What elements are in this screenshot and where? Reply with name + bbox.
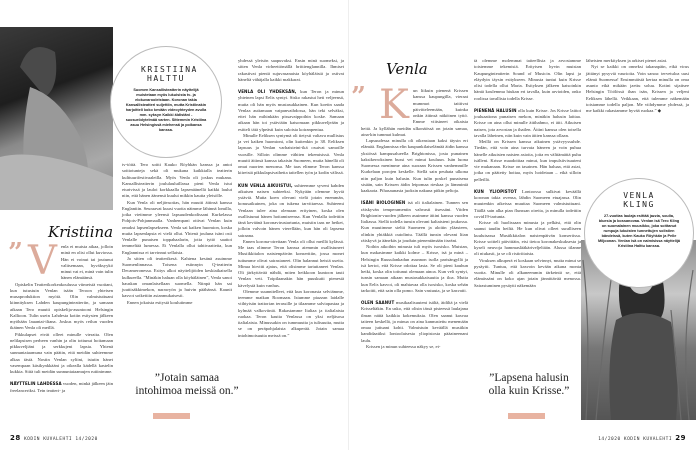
paragraph: Opiskelin Teatterikorkeakoulussa viimeistä vuottani, kun tutustuin Venlan isään Teroon yhteisen musaproduktion myötä. Olin valmistuttuani kiinnityksen Lahden kaupunginteatteriin, ja samaan aikaan Tero muutti opiskelija-asuntooni Helsingin Kallioon. Tulin usein Lahdesta kotiin esitysten jälkeen myöhään lauantai-iltana. Joskus myös reilun vuoden ikäinen Venla oli meillä. [10,281,113,331]
paragraph: Olemme suunnitelleet, että kun koronasta selviämme, teemme matkan Roomaan. Istumme piazzan laidalle viihtyisän trattorian terassille ja tilaamme salviapastaa ja kylmää valkoviiniä. Rakastamme Italiaa ja italialaista ruokaa. Teron kautta Venlassa on yksi neljäsosa italialaista. Minussakin on tummuutta ja tulisuutta, mutta se on peräpohjalaista alkuperää. Jotain samaa intohimoisuutta meissä on.” [238,288,344,338]
page-footer [10,434,98,442]
paragraph: Viruksen alkuperä ei koskaan selvinnyt, mutta minut se pysäytti. Tuntuu, että kasvoin kevään aikana monta vuotta. Minulle oli alkaneemmin tärkeintä se, että elämässäni on koko ajan jotain jännittävää menossa. Sairastuminen pysäytti näkemään [474,257,581,288]
paragraph: Pikkulapset eivät olleet minulle vieraita. Olen nelilapsisen perheen vanhin ja olin tottunut hoitamaan pikkuveljiäni ja serkkujeni lapsia. Yhtenä sunnuntaiaamuna vain päätin, että meidän suhteemme alkaa tästä. Nostin Venlan syliini, istutin hänet vasempaan käsikynkkääni ja oikealla kädellä kastelin kukkia. Siitä tuli meidän sunnuntaiaamujen rutiinimme. [10,331,113,374]
issue: 14/2020 [75,437,98,442]
column-1 [361,82,468,350]
accent-bar [508,413,545,419]
paragraph-text: suhteemme syveni kahden aikuisen naisen suhteeksi. Nykyään olemme hyviä ystäviä. Mutta koen olevani vielä jotain enemmän, bonusaikuinen, joka on tukena tarvittaessa. Suhteemi Venlaan tulee aina olemaan erityinen, koska olen osallistunut hänen hoitamiseensa. Kun Venlalla todettiin tänä keväänä koronavirustartunta, muistin taas ne hetket, jolloin valvoin hänen vierellään, kun hän oli lapsena sairaana. [238,182,344,238]
paragraph-text: musikaalisuuteni isältä, äidiltä ja vielä Krisseltäkin. En usko, että olisin tässä pisteessä laulajana ilman näitä kaikkia kokemuksia. Olen saanut kasvaa taiteen keskellä, ja minua on aina kannustettu menemään omaa juttuani kohti. Valmistuin keväällä musiikin kandidaatiksi Iontoolaisesta yliopistosta pääaineenani laulu. [361,300,468,343]
subhead: OLEN SAANUT [361,300,395,305]
drop-cap: V [28,238,57,284]
pull-quote: ”Jotain samaa intohimoa meissä on.” [135,372,239,397]
paragraph: tä olemme molemmat taiteellisia ja arvostamme toistemme tekemisiä. Erityisen hyvin muistan Kaupunginteatterin Sound of Musicin. Olin lapsi ja eläydyin täysin esitykseen. Minusta tuntui kuin Krisse olisi todella ollut Maria. Esityksen jälkeen katsoinkin häntä koulemma hiukan eri tavalla, kuin arvioiden, onko roolissa tavallista todella Krisse. [474,58,581,101]
issue: 14/2020 [598,437,621,442]
paragraph: Ja sitten oli teatterikesä. Kahtena kesänä asuimme Suomenlinnassa. Toisena esiinnyin Q-teatterin Decameronessa. Esitys alkoi näyttelijöiden keskiaikaisella kulkueella. ”Minäkin haluan olla köyhäläinen”, Venla sanoi hauskan omanlaisellaan suomella. Niinpä hän sai juuttisäkkimekon, narawyön ja huivin päähänsä. Kaunit kasvot sotkettiin asianmukaisesti. [122,255,232,299]
paragraph [238,183,344,239]
paragraph: un liikuin pienenä Krissen kanssa kaupungilla, vieraat mummot taittivat päivitteleemään, kuinka onkin äitinsä näköinen tyttö. Emme viitsineet oikaista heitä. Ja kyllähän meidän ulkonäössä on jotain samaa, aina-kin tummat kulmat. [361,88,468,137]
kristiina-photo [0,27,113,210]
paragraph: Krissen ja minun suhteessa näkyy se, et- [366,343,441,349]
paragraph [238,89,344,133]
column-3 [586,58,689,114]
quote-mark-icon: ” [351,82,366,112]
subhead: ISÄNI BIOLOGINEN [361,200,406,206]
paragraph: tv-töitä. Tero soitti Kauko Röyhkän kanssa ja antoi soittotunteja sekä oli mukana kaikkialla teatterin kulttuurifestivaaleilla. Myös Venla oli joskus mukana. Kansallisteatterin joululauluillassa pieni Venla istui eturivissä ja lauloi korkkaalla lapsenäänellä kaikki laulut niin, että hänen äänensä kuului mikkin kautta yleisölle. [122,162,232,199]
section-heading-kristiina: Kristiina [48,223,114,241]
paragraph: läheisten merkityksen ja arkiset pienet asiat. [586,58,668,63]
subhead: VENLA OLI YHDEKSÄN, [238,89,297,94]
paragraph-text: isä oli italialainen. Tunnen sen räiskyvän temperamentin vahvasti itsessäni. Viiden Brightonin-vuoden jälkeen asuimme äitini kanssa vuoden Italiassa. Siellä todella tunsin olevani kaltaisteni joukossa. Kun muutimme sieltä Suomeen ja aloitin yläasteen, olinkin yhtäkkiä outolintu. Täällä tunsin olevani liian räiskyvä ja äänekäs ja jouduin pienentämään itseäni. [361,200,468,243]
subhead: NÄYTTELIN LAHDESSA [10,381,62,387]
paragraph: Minulle Eeliksen syntymä oli tietysti valtava mullistus ja vei kaiken huomioni, olin kuitenkin jo 38. Eeliksen lapsuus ja Venlan varhaisteini-ikä osuivat samoille vuosille. Silloin olimme vähiten tekemisissä. Venla muutti äitinsä kanssa takaisin Suomeen, mutta hänellä oli omat nuorten menonsa. Me taas elimme Teron kanssa kiireistä pikkulapsivaihetta taitellen työn ja kodin välissä. [238,132,344,176]
subhead: KUN VENLA AIKUISTUI, [238,182,293,188]
paragraph-text: olla kuin Krisse. Jos Krisse laittoi jouluaattona punaisen mekon, minäkin halusin laittaa. Krisse on aina ollut minulle äitihahmo, ei äiti. Aikuisen naisen, jota arvostan ja ihailen. Äitini kanssa olen toisella tavalla läheinen, niin kuin vain äitien kanssa ollaan. [474,107,581,138]
column-2 [474,58,581,289]
paragraph: Nyt se kaikki on onneksi takanapäin, eikä virus jättänyt pysyviä vaurioita. Voin sanoa: tervetuloa uusi elämä Suomessa! Ensimmäistä kertaa minulla on oma asunto eikä mikään jaettu soluu. Kotini sijaitsee Helsingin Töölössä ihan isän, Krissen ja veljeni Eeliksen lähellä. Veikkaan, että tulemme näkemään toisiamme todella paljon. Me viihdymme yhdessä, ja me kaikki rakastamme hyvää ruokaa.” ◆ [586,64,689,113]
pull-quote: ”Lapsena halusin olla kuin Krisse.” [488,372,570,397]
bio-text: Suomen Kansallisteatterin näyttelijä muistetaan myös lukuisista tv- ja elokuvarooleistaan. Koronan takia Kansallisteatteri suljettiin, mutta Kristiinakin harjoitteli koko kevään videoyhteyden avulla mm. syksyn Kaikki äidistäni -suosurödytelmää varten. Sittemmin Kristiina asuu Helsingissä miehensä ja poikansa kanssa. [125,88,207,132]
drop-cap: K [379,82,409,128]
paragraph: enla ei muista aikaa, jolloin minä en olisi ollut kuviossa. Hän ei voinut tai joutunut valitsemaan, hyväksyykö minut vai ei, minä vain tulin hänen elämäänsä. [60,244,113,281]
magazine-name: KODIN KUVALEHTI [623,437,673,442]
bio-text: 27-vuotias laulaja esittää jazzia, soulia, bluesia ja bossanovaa. Venlan isä Tero Kling on suomalainen muusikko, joka soittanut rumpuja lukuisten tunnettujen solistien bändeissä, kuten Kauko Röyhkän ja Pelle Miljoonan. Venlan isä on naimisissa näyttelijä Kristiina Halttu kanssa. [597,214,681,248]
paragraph-text: kun Teron ja minun yhteinen lapsi Eelis syntyi. Sisko rakastui heti veljeensä, mutta oli hän myös mustasukkainen. Kun koetin saada Venlaa auttamaan vaipanvaihdossa, hän teki selväksi, ettei hän mihinkään pissavaippoihin koske. Samaan aikaan hän toi ystäviään katsomaan pikkuveljeään ja esitteli tätä ylpeästi kuin suloista koiranpentua. [238,89,344,132]
paragraph-text: Lontoossa sulkivat keväällä koronan takia ovensa, lähdin Suomeen etuajassa. Olin muutenkin aikeissa muuttaa Suomeen valmistuttuani. Täällä sain alka pian flunssan oireita, ja minulla todettiin covid19-tartunta. [474,188,581,219]
subhead: KUN YLIOPISTOT [474,188,517,194]
paragraph [10,381,113,394]
bio-circle-venla [584,178,694,288]
paragraph [474,108,581,139]
subhead: PIENENÄ HALUSIN [474,107,517,113]
paragraph: Lapsuudessa minulla oli oikeastaan kaksi täysin eri elämää. Englannissa elin kaupunkilaiselämää äidin kanssa yksiössä kampusalueella Brightonissa, josta punainen kaksikerroksinen bussi vei minut kouluun. Isän luona Suomessa menimme aina suoraan Krissen vanhemmille Kurkelaan porojen keskelle. Siellä sain peuhata ulkona niin paljon kuin halusin. Kun tulin poskel punaisena sisään, sain Krissen äidin leipomaa rieskaa ja lämmintä kaakaota. Pihasaunasta juoksin nakuna pitkin peltoja. [361,138,468,193]
page-footer [598,434,686,442]
paragraph: Meillä on Krissen kanssa aikuinen ystävyyssuhde. Tiedän, että voin aina turvata häneen ja voin puhua hänelle aikuisten naisten asioita, joita en välttämättä puhu isälleni. Krisse maadoittaa minut, kun impulsiivisuuteni vie mukanaan. Krisse on tasainen. Hän haluaa, että asiat, jotka on päätetty hoitaa, myös hoidetaan – eikä silloin pelleillä. [474,139,581,182]
magazine-name: KODIN KUVALEHTI [23,437,73,442]
paragraph-text: vuoden, minkä jälkeen jäin freelanceriksi. Tein teatteri- ja [10,381,113,393]
bio-title: KRISTIINA HALTTU [141,65,198,83]
paragraph: yhdessä yleisön saapuvaksi. Ensin minä suomeksi, ja sitten Venla virheettömällä brittienglannilla. Ihmiset rakastivat pientä sujuvasanaista köyhäläistä ja ostivat häneltä vähäjalla kaikki makkarat. [238,58,344,82]
paragraph [361,200,468,244]
accent-bar [153,413,190,419]
bio-title: VENLA KLING [623,191,655,209]
section-heading-venla: Venla [386,60,428,78]
bio-circle-kristiina [110,46,222,158]
paragraph [361,300,468,344]
column-2 [122,162,232,306]
right-page [348,0,696,450]
column-1 [10,238,113,394]
column-3 [238,58,344,339]
quote-mark-icon: ” [8,238,23,268]
page-number: 28 [10,434,21,442]
paragraph: Noihin aikoihin minusta tuli myös isosisko. Muistan, kun makasimme kaikki kolme – Krisse, isä ja minä – Helsingin Ruusulankadun asunnon isolla parisängyllä ja isä kertoi, että Krisse odottaa lasta. Se oli pieni kauhun hetki, koska olin tottunut olemaan ainoa. Kun veli syntyi, tunsin samaan aikaan mustasukkaisuutta ja iloa. Mutta kun Eelis kasvoi, oli mahtavaa olla isosisko, koska sehän tarkoitti, että sain olla pomo. Sain vastuuta, ja se kasvatti. [361,244,468,293]
paragraph [474,189,581,220]
page-number: 29 [675,434,686,442]
paragraph: Kun Venla oli neljävuotias, hän muutti äitinsä kanssa Englantiin. Seuraavat kuusi vuotta näimme lähinnä lomilla, jotka vietimme yleensä lapsuudenkodissani Kurkelassa Pohjois-Pohjanmaalla. Vanhempani ottivat Venlan kuin omaksi lapsenlapsekseen. Venla sai kaiken huomion, koska muita lapsenlapsia ei vielä ollut. Yhtenä jouluna isäni osti Venlalle punaisen toppahaalarin, jotta tyttö saattoi temmeltää lumessa. Ei Venlalla ollut tahtivaatteita, kun Englannissa ei tarvinnut sellaisia. [122,199,232,255]
paragraph: Ennen jokaista esitystä koulutimme [127,299,193,305]
paragraph: Krisse oli huolissaan minusta ja pelkäsi, että olin saanut taudin heiltä. He kun olivat olleet suralliseen kuuluisassa Musiikkitalon naistenpäivän konsertissa. Krisse soitteli päivittäin, etsi tietoa koronakeskuksesta ja kyseli neuvoja hammaslääkäriveljeltään. Alussa tilanne oli niukasti, ja se oli ristiriitaista. [474,220,581,257]
paragraph: Ennen korona-oireitaan Venla oli ollut meillä kylässä. Me taas olimme Teron kanssa aiemmin osallistuneet Musiikkitalon naistenpäivän konserttiin, jossa monet tuttumme olivat sairastaneet. Olin halannut heistä useita. Minua hirvitti ajatus, että olisimme tartuttaneet Venlan. Oli järkyttävää nähdä, miten heikkoon kuntoon tauti Venlan veti. Toipilaanakin hän puuskutti pienestä kävelystä kuin vanhus. [238,238,344,288]
